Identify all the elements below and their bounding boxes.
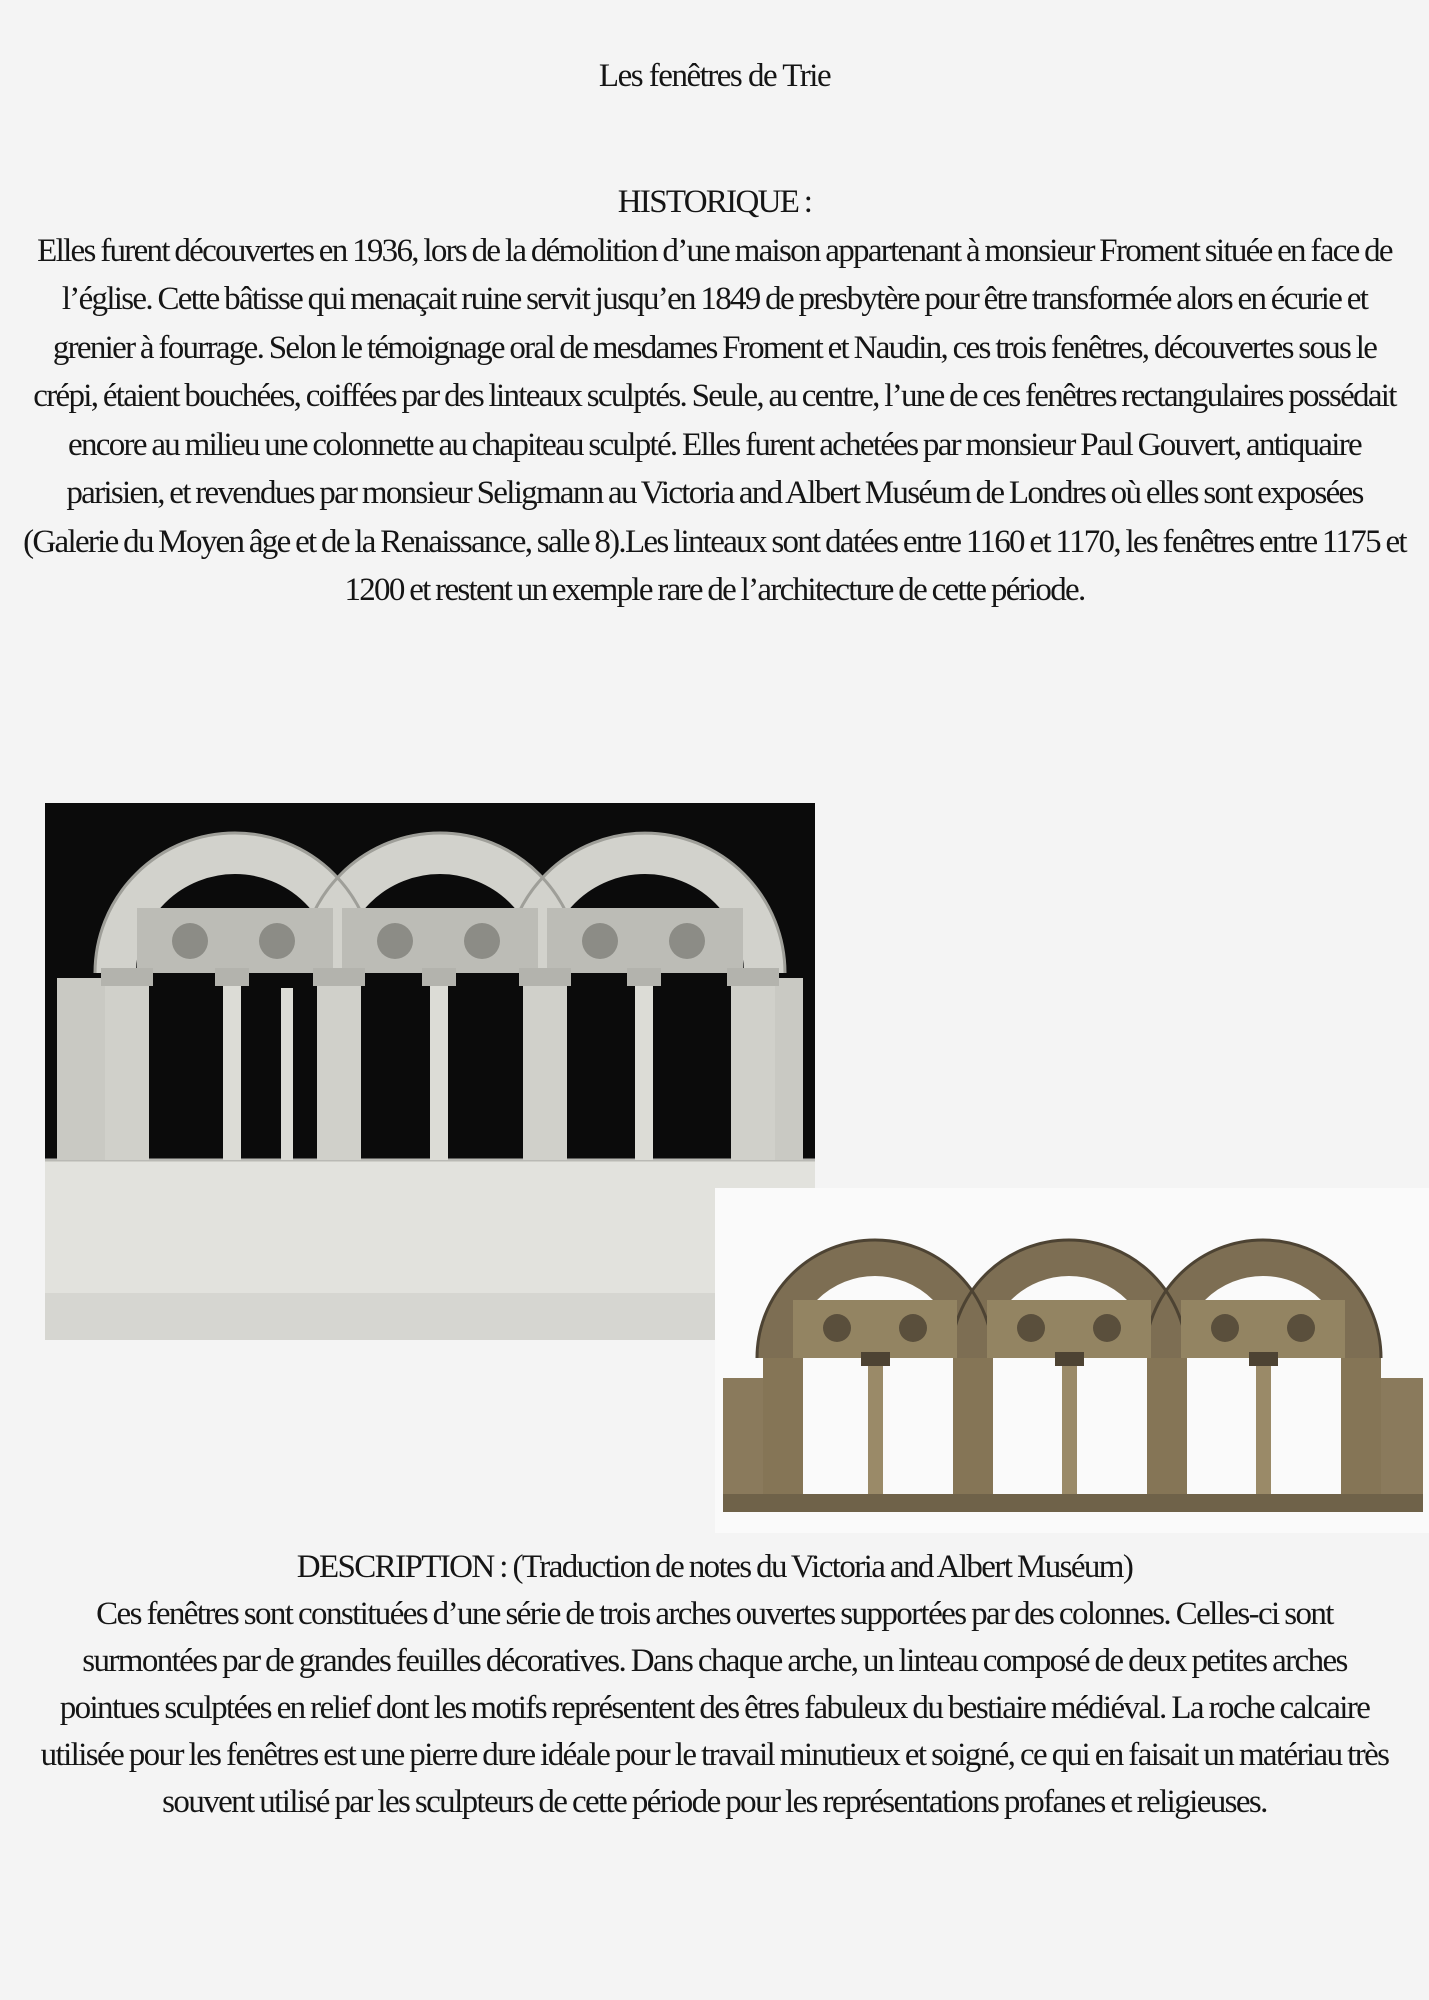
historique-heading: HISTORIQUE : — [617, 184, 812, 220]
historique-text: Elles furent découvertes en 1936, lors de la démolition d’une maison appartenant à monsieur Froment située en face de l’église. Cette bâtisse qui menaçait ruine servit jusqu’en 1849 de presbytère pour être transformée alors en écurie et grenier à fourrage. Selon le témoignage oral de mesdames Froment et Naudin, ces trois fenêtres, découvertes sous le crépi, étaient bouchées, coiffées par des linteaux sculptés. Seule, au centre, l’une de ces fenêtres rectangulaires possédait encore au milieu une colonnette au chapiteau sculpté. Elles furent achetées par monsieur Paul Gouvert, antiquaire parisien, et revendues par monsieur Seligmann au Victoria and Albert Muséum de Londres où elles sont exposées (Galerie du Moyen âge et de la Renaissance, salle 8).Les linteaux sont datées entre 1160 et 1170, les fenêtres entre 1175 et 1200 et restent un exemple rare de l’architecture de cette période. — [23, 232, 1406, 608]
page-title: Les fenêtres de Trie — [598, 58, 831, 94]
description-heading: DESCRIPTION : (Traduction de notes du Victoria and Albert Muséum) — [296, 1549, 1133, 1585]
arcade-photo-sepia — [715, 1188, 1429, 1533]
arcade-sepia-illustration — [715, 1188, 1429, 1533]
description-text: Ces fenêtres sont constituées d’une série de trois arches ouvertes supportées par des colonnes. Celles-ci sont surmontées par de grandes feuilles décoratives. Dans chaque arche, un linteau composé de deux petites arches pointues sculptées en relief dont les motifs représentent des êtres fabuleux du bestiaire médiéval. La roche calcaire utilisée pour les fenêtres est une pierre dure idéale pour le travail minutieux et soigné, ce qui en faisait un matériau très souvent utilisé par les sculpteurs de cette période pour les représentations profanes et religieuses. — [40, 1596, 1389, 1820]
historique-section — [20, 178, 1409, 615]
arcade-bw-illustration — [45, 803, 815, 1340]
description-section — [40, 1544, 1389, 1826]
arcade-photo-black-and-white — [45, 803, 815, 1340]
